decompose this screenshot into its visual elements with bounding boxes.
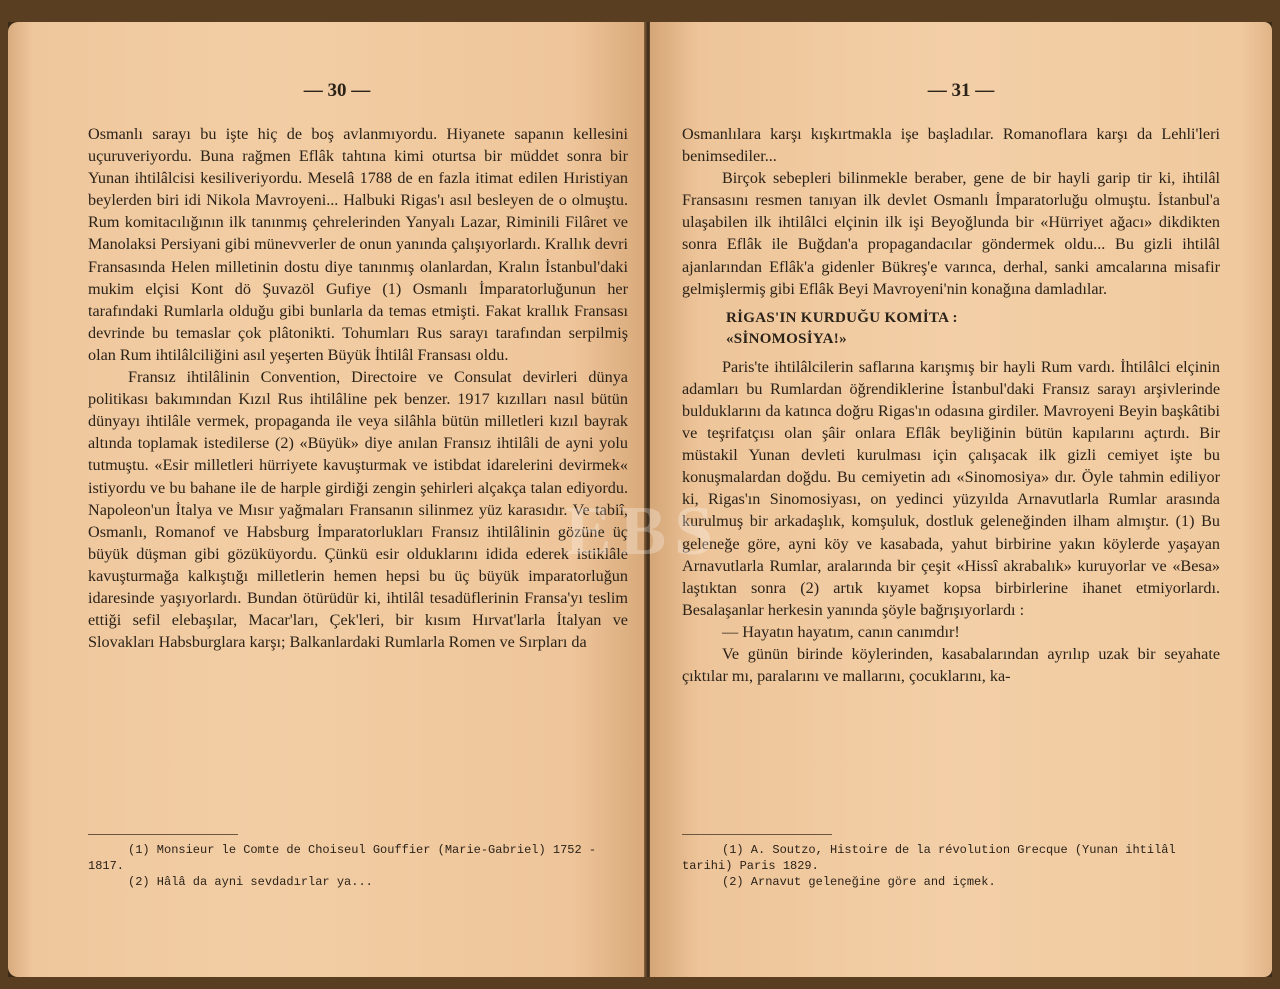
left-page bbox=[8, 22, 646, 977]
footnote-divider bbox=[88, 834, 238, 835]
section-heading-line-2: «SİNOMOSİYA!» bbox=[726, 330, 847, 347]
paragraph: Osmanlılara karşı kışkırtmakla işe başladılar. Romanoflara karşı da Lehli'leri benimsediler... bbox=[682, 125, 1220, 166]
left-page-body bbox=[88, 123, 628, 653]
book-spread bbox=[8, 22, 1272, 977]
right-footnotes bbox=[682, 842, 1230, 890]
watermark: EBS bbox=[564, 493, 722, 570]
section-heading-line-1: RİGAS'IN KURDUĞU KOMİTA : bbox=[726, 309, 958, 326]
section-heading bbox=[682, 308, 1220, 350]
footnote-1: (1) Monsieur le Comte de Choiseul Gouffier (Marie-Gabriel) 1752 - 1817. bbox=[88, 843, 597, 873]
right-page-body bbox=[682, 123, 1220, 687]
left-footnotes bbox=[88, 842, 628, 890]
footnote-2: (2) Arnavut geleneğine göre and içmek. bbox=[722, 875, 996, 889]
right-page bbox=[650, 22, 1272, 977]
quote: — Hayatın hayatım, canın canımdır! bbox=[722, 622, 960, 641]
paragraph: Osmanlı sarayı bu işte hiç de boş avlanmıyordu. Hiyanete sapanın kellesini uçuruveriyordu. Buna rağmen Eflâk tahtına kimi oturtsa bir müddet sonra bir Yunan ihtilâlcisi kesiliveriyordu. Meselâ 1788 de en fazla itimat edilen Hıristiyan beylerden biri idi Nikola Mavroyeni... Halbuki Rigas'ı asıl besleyen de o olmuştu. Rum komitacılığının ilk tanınmış çehrelerinden Yanyalı Lazar, Riminili Filâret ve Manolaksi Persiyani gibi münevverler de onun yanında çalışıyorlardı. Krallık devri Fransasında Helen milletinin dostu diye tanınmış olanlardan, Kralın İstanbul'daki mukim elçisi Kont dö Şuvazöl Gufiye (1) Osmanlı İmparatorluğunun her tarafındaki Rumlarla olduğu gibi bunlarla da temas etmişti. Fakat krallık Fransası devrinde bu temaslar çok plâtonikti. Tohumları Rus sarayı tarafından serpilmiş olan Rum ihtilâlciliğini asıl yeşerten Büyük İhtilâl Fransası oldu. bbox=[88, 125, 628, 364]
footnote-1: (1) A. Soutzo, Histoire de la révolution Grecque (Yunan ihtilâl tarihi) Paris 1829. bbox=[682, 843, 1176, 873]
paragraph: Paris'te ihtilâlcilerin saflarına karışmış bir hayli Rum vardı. İhtilâlci elçinin adamları bu Rumlardan öğrendiklerine İstanbul'daki Fransız sarayı arşivlerinde bulduklarını da katınca doğru Rigas'ın odasına girdiler. Mavroyeni Beyin başkâtibi ve teşrifatçısı olan şâir onlara Eflâk beyliğinin bütün kapılarını açtırdı. Bir müstakil Yunan devleti kurulması için çalışacak ilk gizli cemiyet işte bu konuşmalardan doğdu. Bu cemiyetin adı «Sinomosiya» dır. Öyle tahmin ediliyor ki, Rigas'ın Sinomosiyası, on yedinci yüzyılda Arnavutlarla Rumlar arasında kurulmuş bir arkadaşlık, komşuluk, dostluk geleneğinden ilham almıştır. (1) Bu geleneğe göre, ayni köy ve kasabada, yahut birbirine yakın köylerde yaşayan Arnavutlarla Rumlar, aralarında bir çeşit «Hissî akrabalık» kuruyorlar ve «Besa» laştıktan sonra (2) artık kıyamet kopsa birbirlerine ihanet etmiyorlardı. Besalaşanlar herkesin yanında şöyle bağrışıyorlardı : bbox=[682, 357, 1220, 619]
paragraph: Ve günün birinde köylerinden, kasabalarından ayrılıp uzak bir seyahate çıktılar mı, paralarını ve mallarını, çocuklarını, ka- bbox=[682, 644, 1220, 686]
page-number-31: — 31 — bbox=[927, 80, 995, 101]
footnote-divider bbox=[682, 834, 832, 835]
footnote-2: (2) Hâlâ da ayni sevdadırlar ya... bbox=[128, 875, 373, 889]
paragraph: Fransız ihtilâlinin Convention, Directoire ve Consulat devirleri dünya politikası bakımından Kızıl Rus ihtilâline pek benzer. 1917 kızılları nasıl bütün dünyayı ihtilâle vermek, propaganda ile veya silâhla bütün milletleri kızıl bayrak altında toplamak istedilerse (2) «Büyük» diye anılan Fransız ihtilâli de ayni yolu tutmuştu. «Esir milletleri hürriyete kavuşturmak ve istibdat idarelerini devirmek« istiyordu ve bu bahane ile de harple girdiği zengin şehirleri alçakça talan ediyordu. Napoleon'un İtalya ve Mısır yağmaları Fransanın silinmez yüz karasıdır. Ve tabiî, Osmanlı, Romanof ve Habsburg İmparatorlukları Fransız ihtilâlinin gözüne üç büyük düşman gibi gözüküyordu. Çünkü esir olduklarını idida ederek istiklâle kavuşturmağa kalkıştığı milletlerin hemen hepsi bu üç büyük imparatorluğun idaresinde yaşıyorlardı. Bundan ötürüdür ki, ihtilâl tesadüflerinin Fransa'yı teslim ettiği sefil elebaşılar, Macar'ları, Çek'leri, bir kısım Hırvat'larla İtalyan ve Slovakları Habsburglara karşı; Balkanlardaki Rumlarla Romen ve Sırpları da bbox=[88, 368, 628, 652]
page-number-30: — 30 — bbox=[303, 80, 371, 101]
paragraph: Birçok sebepleri bilinmekle beraber, gene de bir hayli garip tir ki, ihtilâl Fransasını resmen tanıyan ilk devlet Osmanlı İmparatorluğu olmuştu. İstanbul'a ulaşabilen ilk ihtilâlci elçinin ilk işi Beyoğlunda bir «Hürriyet ağacı» dikdikten sonra Eflâk ile Buğdan'a propagandacılar göndermek oldu... Bu gizli ihtilâl ajanlarından Eflâk'a gidenler Bükreş'e varınca, derhal, sanki amcalarına misafir gelmişlermiş gibi Eflâk Beyi Mavroyeni'nin konağına damladılar. bbox=[682, 169, 1220, 298]
